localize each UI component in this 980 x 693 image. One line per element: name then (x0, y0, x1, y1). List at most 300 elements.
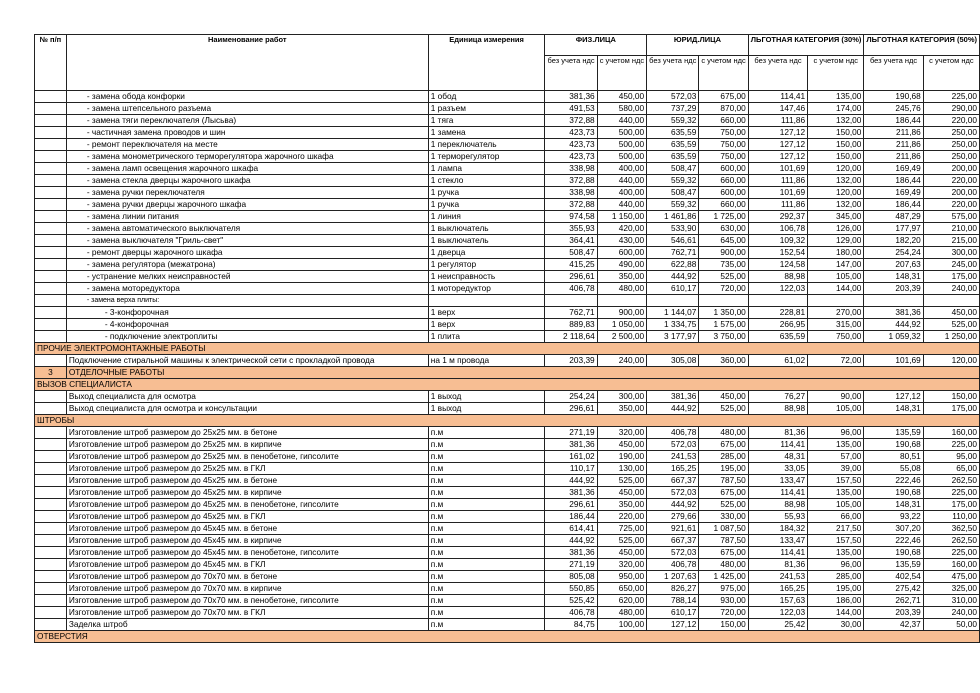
table-row (35, 271, 980, 283)
price-cell: 300,00 (597, 391, 646, 403)
section-title: ВЫЗОВ СПЕЦИАЛИСТА (35, 379, 980, 391)
price-cell: 101,69 (748, 163, 807, 175)
price-cell: 450,00 (597, 439, 646, 451)
header-group-individuals: ФИЗ.ЛИЦА (545, 35, 647, 56)
price-cell: 175,00 (923, 403, 979, 415)
price-cell: 254,24 (864, 247, 923, 259)
price-cell: 42,37 (864, 619, 923, 631)
row-number (35, 235, 67, 247)
work-name: Изготовление штроб размером до 45х25 мм. в ГКЛ (66, 511, 428, 523)
price-cell: 30,00 (808, 619, 864, 631)
price-cell: 480,00 (597, 607, 646, 619)
row-number (35, 151, 67, 163)
price-cell: 84,75 (545, 619, 597, 631)
price-cell: 1 250,00 (923, 331, 979, 343)
price-cell: 65,00 (923, 463, 979, 475)
price-cell: 870,00 (699, 103, 748, 115)
price-cell: 262,71 (864, 595, 923, 607)
price-cell: 667,37 (647, 535, 699, 547)
price-cell: 105,00 (808, 271, 864, 283)
price-cell: 975,00 (699, 583, 748, 595)
price-cell: 550,85 (545, 583, 597, 595)
price-cell: 165,25 (748, 583, 807, 595)
price-cell: 533,90 (647, 223, 699, 235)
price-cell: 55,08 (864, 463, 923, 475)
price-cell: 762,71 (647, 247, 699, 259)
price-cell: 559,32 (647, 115, 699, 127)
price-cell: 241,53 (647, 451, 699, 463)
price-cell: 245,76 (864, 103, 923, 115)
price-cell: 500,00 (597, 139, 646, 151)
price-cell: 160,00 (923, 559, 979, 571)
price-cell: 1 144,07 (647, 307, 699, 319)
price-cell: 400,00 (597, 187, 646, 199)
price-cell: 525,00 (699, 403, 748, 415)
row-number (35, 463, 67, 475)
table-row (35, 619, 980, 631)
price-cell: 186,44 (545, 511, 597, 523)
price-cell: 444,92 (647, 271, 699, 283)
price-cell: 148,31 (864, 271, 923, 283)
price-cell: 161,02 (545, 451, 597, 463)
table-row (35, 499, 980, 511)
price-cell: 220,00 (923, 199, 979, 211)
unit: п.м (428, 595, 545, 607)
price-cell: 220,00 (597, 511, 646, 523)
price-cell: 182,20 (864, 235, 923, 247)
price-cell: 180,00 (808, 247, 864, 259)
price-cell: 207,63 (864, 259, 923, 271)
row-number (35, 163, 67, 175)
price-cell: 630,00 (699, 223, 748, 235)
price-cell: 169,49 (864, 187, 923, 199)
price-cell: 200,00 (923, 187, 979, 199)
price-cell: 650,00 (597, 583, 646, 595)
price-cell: 600,00 (699, 187, 748, 199)
price-cell: 525,00 (597, 475, 646, 487)
price-cell: 270,00 (808, 307, 864, 319)
work-name: - замена регулятора (межатрона) (66, 259, 428, 271)
price-cell: 889,83 (545, 319, 597, 331)
price-cell: 355,93 (545, 223, 597, 235)
price-cell: 240,00 (597, 355, 646, 367)
price-cell: 275,42 (864, 583, 923, 595)
unit: 1 выключатель (428, 235, 545, 247)
unit: п.м (428, 535, 545, 547)
price-cell: 645,00 (699, 235, 748, 247)
row-number (35, 223, 67, 235)
price-cell: 157,50 (808, 475, 864, 487)
price-cell: 165,25 (647, 463, 699, 475)
work-name: Изготовление штроб размером до 25х25 мм. в пенобетоне, гипсолите (66, 451, 428, 463)
price-cell: 222,46 (864, 475, 923, 487)
price-cell: 500,00 (597, 151, 646, 163)
work-name: Заделка штроб (66, 619, 428, 631)
header-row (35, 35, 980, 56)
row-number (35, 487, 67, 499)
price-cell: 169,49 (864, 163, 923, 175)
price-cell: 525,00 (923, 319, 979, 331)
price-cell: 921,61 (647, 523, 699, 535)
price-cell: 444,92 (864, 319, 923, 331)
price-cell: 381,36 (545, 439, 597, 451)
price-cell: 262,50 (923, 475, 979, 487)
price-cell: 480,00 (597, 283, 646, 295)
table-row (35, 595, 980, 607)
unit: 1 выключатель (428, 223, 545, 235)
unit: 1 ручка (428, 199, 545, 211)
price-cell (808, 295, 864, 307)
price-cell: 114,41 (748, 91, 807, 103)
table-row (35, 475, 980, 487)
section-title: ОТВЕРСТИЯ (35, 631, 980, 643)
work-name: - 3-конфорочная (66, 307, 428, 319)
header-group-discount-30: ЛЬГОТНАЯ КАТЕГОРИЯ (30%) (748, 35, 864, 56)
unit: п.м (428, 547, 545, 559)
work-name: - ремонт дверцы жарочного шкафа (66, 247, 428, 259)
price-cell: 440,00 (597, 199, 646, 211)
price-cell: 290,00 (923, 103, 979, 115)
price-cell: 737,29 (647, 103, 699, 115)
unit: п.м (428, 439, 545, 451)
price-cell: 66,00 (808, 511, 864, 523)
price-cell: 330,00 (699, 511, 748, 523)
price-cell: 338,98 (545, 163, 597, 175)
unit: 1 моторедуктор (428, 283, 545, 295)
price-cell: 372,88 (545, 115, 597, 127)
price-cell: 360,00 (699, 355, 748, 367)
price-cell: 508,47 (647, 163, 699, 175)
price-cell: 225,00 (923, 439, 979, 451)
price-cell: 127,12 (748, 151, 807, 163)
table-row (35, 487, 980, 499)
unit: 1 стекло (428, 175, 545, 187)
unit: 1 переключатель (428, 139, 545, 151)
price-cell: 325,00 (923, 583, 979, 595)
price-cell: 225,00 (923, 91, 979, 103)
header-with-vat: с учетом ндс (808, 56, 864, 91)
price-cell: 1 059,32 (864, 331, 923, 343)
header-without-vat: без учета ндс (545, 56, 597, 91)
price-cell: 285,00 (808, 571, 864, 583)
price-cell: 105,00 (808, 403, 864, 415)
price-cell: 600,00 (597, 247, 646, 259)
work-name: Выход специалиста для осмотра (66, 391, 428, 403)
price-cell: 508,47 (545, 247, 597, 259)
price-cell: 250,00 (923, 151, 979, 163)
price-cell: 110,00 (923, 511, 979, 523)
work-name: Изготовление штроб размером до 70х70 мм. в кирпиче (66, 583, 428, 595)
price-cell: 190,68 (864, 487, 923, 499)
work-name: - замена ручки переключателя (66, 187, 428, 199)
price-cell: 96,00 (808, 427, 864, 439)
price-cell: 262,50 (923, 535, 979, 547)
price-cell: 444,92 (647, 403, 699, 415)
section-row (35, 343, 980, 355)
row-number (35, 475, 67, 487)
table-row (35, 547, 980, 559)
price-cell: 203,39 (864, 607, 923, 619)
price-cell: 88,98 (748, 499, 807, 511)
price-cell: 203,39 (864, 283, 923, 295)
price-cell: 400,00 (597, 163, 646, 175)
price-cell: 572,03 (647, 487, 699, 499)
row-number (35, 523, 67, 535)
row-number (35, 607, 67, 619)
table-row (35, 439, 980, 451)
price-cell: 148,31 (864, 499, 923, 511)
price-cell: 120,00 (923, 355, 979, 367)
price-cell: 415,25 (545, 259, 597, 271)
price-cell: 160,00 (923, 427, 979, 439)
price-cell: 135,00 (808, 439, 864, 451)
price-cell: 144,00 (808, 283, 864, 295)
work-name: Изготовление штроб размером до 45х45 мм. в кирпиче (66, 535, 428, 547)
price-cell: 2 118,64 (545, 331, 597, 343)
price-cell: 114,41 (748, 487, 807, 499)
price-cell: 296,61 (545, 499, 597, 511)
price-cell: 490,00 (597, 259, 646, 271)
table-row (35, 331, 980, 343)
price-cell: 250,00 (923, 139, 979, 151)
unit: 1 разъем (428, 103, 545, 115)
price-cell: 195,00 (808, 583, 864, 595)
row-number (35, 331, 67, 343)
section-title: ОТДЕЛОЧНЫЕ РАБОТЫ (66, 367, 979, 379)
unit: 1 дверца (428, 247, 545, 259)
work-name: - замена ручки дверцы жарочного шкафа (66, 199, 428, 211)
price-cell: 245,00 (923, 259, 979, 271)
price-cell: 362,50 (923, 523, 979, 535)
unit: 1 ручка (428, 187, 545, 199)
price-cell: 635,59 (647, 151, 699, 163)
unit: п.м (428, 475, 545, 487)
price-cell: 525,00 (699, 271, 748, 283)
row-number (35, 115, 67, 127)
row-number (35, 139, 67, 151)
price-table (34, 34, 980, 643)
price-cell: 1 350,00 (699, 307, 748, 319)
price-cell: 241,53 (748, 571, 807, 583)
price-cell: 450,00 (699, 391, 748, 403)
table-row (35, 607, 980, 619)
price-cell: 345,00 (808, 211, 864, 223)
row-number (35, 211, 67, 223)
unit: п.м (428, 463, 545, 475)
price-cell: 215,00 (923, 235, 979, 247)
price-cell: 90,00 (808, 391, 864, 403)
table-row (35, 199, 980, 211)
price-cell: 120,00 (808, 187, 864, 199)
work-name: - 4-конфорочная (66, 319, 428, 331)
price-cell: 72,00 (808, 355, 864, 367)
price-cell: 217,50 (808, 523, 864, 535)
price-cell: 127,12 (748, 139, 807, 151)
price-cell: 3 177,97 (647, 331, 699, 343)
price-cell: 610,17 (647, 607, 699, 619)
price-cell: 148,31 (864, 403, 923, 415)
price-cell: 3 750,00 (699, 331, 748, 343)
price-cell: 480,00 (699, 559, 748, 571)
header-group-legal: ЮРИД.ЛИЦА (647, 35, 749, 56)
row-number (35, 403, 67, 415)
price-cell: 61,02 (748, 355, 807, 367)
price-cell: 211,86 (864, 151, 923, 163)
price-cell: 271,19 (545, 427, 597, 439)
unit: 1 регулятор (428, 259, 545, 271)
header-without-vat: без учета ндс (748, 56, 807, 91)
price-cell: 254,24 (545, 391, 597, 403)
price-cell: 105,00 (808, 499, 864, 511)
price-cell: 487,29 (864, 211, 923, 223)
work-name: - замена моторедуктора (66, 283, 428, 295)
price-cell (647, 295, 699, 307)
section-title: ШТРОБЫ (35, 415, 980, 427)
price-cell: 190,68 (864, 547, 923, 559)
price-cell: 126,00 (808, 223, 864, 235)
price-cell: 974,58 (545, 211, 597, 223)
price-cell: 175,00 (923, 499, 979, 511)
price-cell: 150,00 (808, 139, 864, 151)
price-cell: 147,46 (748, 103, 807, 115)
row-number (35, 547, 67, 559)
section-title: ПРОЧИЕ ЭЛЕКТРОМОНТАЖНЫЕ РАБОТЫ (35, 343, 980, 355)
row-number (35, 355, 67, 367)
price-cell: 675,00 (699, 439, 748, 451)
price-cell: 135,00 (808, 487, 864, 499)
price-cell: 150,00 (808, 151, 864, 163)
price-cell: 423,73 (545, 139, 597, 151)
unit: п.м (428, 607, 545, 619)
row-number (35, 187, 67, 199)
table-row (35, 583, 980, 595)
unit: 1 выход (428, 403, 545, 415)
price-cell: 450,00 (597, 487, 646, 499)
unit (428, 295, 545, 307)
price-cell: 111,86 (748, 175, 807, 187)
unit: п.м (428, 427, 545, 439)
price-cell: 190,68 (864, 439, 923, 451)
price-cell: 826,27 (647, 583, 699, 595)
price-cell: 320,00 (597, 427, 646, 439)
table-row (35, 295, 980, 307)
table-row (35, 91, 980, 103)
price-cell: 559,32 (647, 199, 699, 211)
table-row (35, 259, 980, 271)
price-cell: 300,00 (923, 247, 979, 259)
row-number (35, 535, 67, 547)
work-name: Изготовление штроб размером до 70х70 мм. в ГКЛ (66, 607, 428, 619)
row-number (35, 307, 67, 319)
work-name: - замена тяги переключателя (Лысьва) (66, 115, 428, 127)
price-cell: 33,05 (748, 463, 807, 475)
work-name: Изготовление штроб размером до 45х45 мм. в ГКЛ (66, 559, 428, 571)
price-cell: 406,78 (545, 283, 597, 295)
work-name: Изготовление штроб размером до 70х70 мм. в бетоне (66, 571, 428, 583)
price-cell: 129,00 (808, 235, 864, 247)
price-cell: 111,86 (748, 199, 807, 211)
work-name: Изготовление штроб размером до 45х45 мм. в пенобетоне, гипсолите (66, 547, 428, 559)
table-row (35, 163, 980, 175)
price-cell: 762,71 (545, 307, 597, 319)
section-row (35, 415, 980, 427)
price-cell: 491,53 (545, 103, 597, 115)
work-name: - замена монометрического терморегулятора жарочного шкафа (66, 151, 428, 163)
price-cell: 130,00 (597, 463, 646, 475)
unit: п.м (428, 511, 545, 523)
price-cell: 575,00 (923, 211, 979, 223)
work-name: - замена верха плиты: (66, 295, 428, 307)
price-cell: 195,00 (699, 463, 748, 475)
table-row (35, 151, 980, 163)
price-cell: 450,00 (597, 91, 646, 103)
price-cell: 296,61 (545, 403, 597, 415)
price-cell: 307,20 (864, 523, 923, 535)
price-cell: 450,00 (597, 547, 646, 559)
price-cell: 381,36 (545, 91, 597, 103)
price-cell: 622,88 (647, 259, 699, 271)
section-row (35, 631, 980, 643)
price-cell: 525,42 (545, 595, 597, 607)
unit: 1 линия (428, 211, 545, 223)
price-cell: 1 087,50 (699, 523, 748, 535)
unit: п.м (428, 619, 545, 631)
price-cell: 120,00 (808, 163, 864, 175)
price-cell: 364,41 (545, 235, 597, 247)
price-cell: 525,00 (699, 499, 748, 511)
table-row (35, 187, 980, 199)
work-name: Изготовление штроб размером до 45х25 мм. в бетоне (66, 475, 428, 487)
table-row (35, 523, 980, 535)
work-name: Выход специалиста для осмотра и консультации (66, 403, 428, 415)
price-cell: 635,59 (647, 127, 699, 139)
price-cell: 285,00 (699, 451, 748, 463)
price-cell: 144,00 (808, 607, 864, 619)
row-number (35, 619, 67, 631)
price-cell: 124,58 (748, 259, 807, 271)
price-cell: 186,44 (864, 175, 923, 187)
work-name: - частичная замена проводов и шин (66, 127, 428, 139)
price-cell: 93,22 (864, 511, 923, 523)
work-name: Изготовление штроб размером до 45х25 мм. в пенобетоне, гипсолите (66, 499, 428, 511)
price-cell: 788,14 (647, 595, 699, 607)
price-cell: 480,00 (699, 427, 748, 439)
header-without-vat: без учета ндс (647, 56, 699, 91)
work-name: Изготовление штроб размером до 70х70 мм. в пенобетоне, гипсолите (66, 595, 428, 607)
price-cell: 315,00 (808, 319, 864, 331)
unit: п.м (428, 523, 545, 535)
table-row (35, 355, 980, 367)
price-cell: 1 334,75 (647, 319, 699, 331)
work-name: Изготовление штроб размером до 45х25 мм. в кирпиче (66, 487, 428, 499)
price-cell: 1 050,00 (597, 319, 646, 331)
unit: 1 тяга (428, 115, 545, 127)
price-cell: 635,59 (647, 139, 699, 151)
price-cell: 271,19 (545, 559, 597, 571)
work-name: - замена ламп освещения жарочного шкафа (66, 163, 428, 175)
price-cell: 225,00 (923, 487, 979, 499)
price-cell: 135,00 (808, 91, 864, 103)
price-cell (545, 295, 597, 307)
price-cell: 660,00 (699, 199, 748, 211)
price-cell: 930,00 (699, 595, 748, 607)
price-cell: 57,00 (808, 451, 864, 463)
unit: 1 лампа (428, 163, 545, 175)
price-cell: 620,00 (597, 595, 646, 607)
price-cell: 372,88 (545, 175, 597, 187)
price-cell (597, 295, 646, 307)
work-name: Изготовление штроб размером до 25х25 мм. в кирпиче (66, 439, 428, 451)
